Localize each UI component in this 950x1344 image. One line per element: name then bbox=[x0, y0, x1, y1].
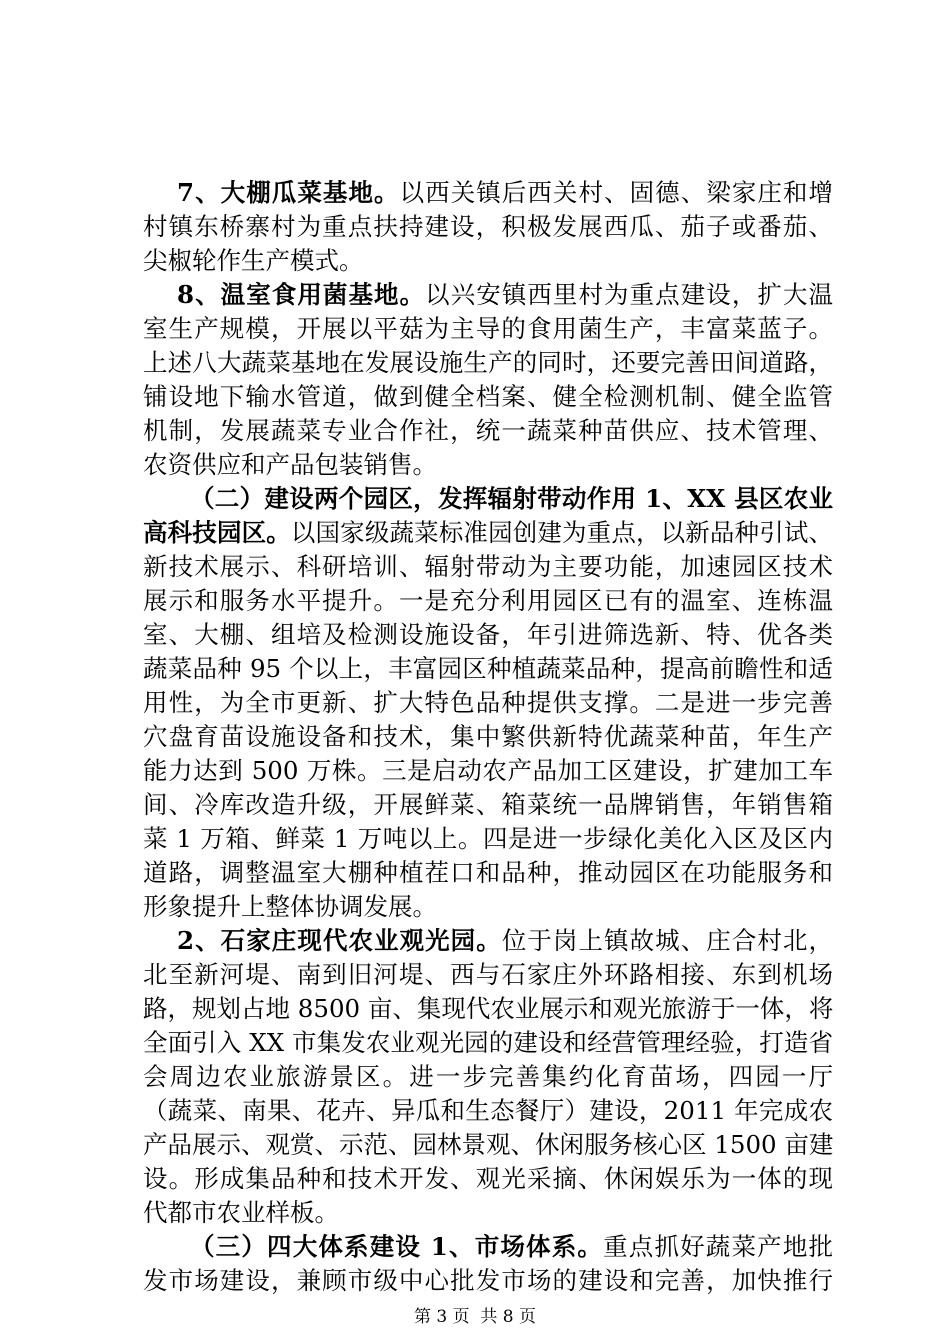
body-run: 设。形成集品种和技术开发、观光采摘、休闲娱乐为一体的现 bbox=[143, 1164, 833, 1193]
text-line bbox=[177, 278, 833, 312]
body-run: 上述八大蔬菜基地在发展设施生产的同时，还要完善田间道路， bbox=[143, 348, 833, 377]
text-line bbox=[143, 210, 833, 244]
body-run: 代都市农业样板。 bbox=[143, 1198, 339, 1227]
body-run: 展示和服务水平提升。一是充分利用园区已有的温室、连栋温 bbox=[143, 586, 833, 615]
body-run: 产品展示、观赏、示范、园林景观、休闲服务核心区 1500 亩建 bbox=[143, 1130, 834, 1159]
body-run: 重点抓好蔬菜产地批 bbox=[603, 1232, 834, 1261]
body-run: 形象提升上整体协调发展。 bbox=[143, 892, 437, 921]
text-line bbox=[143, 686, 833, 720]
body-run: 能力达到 500 万株。三是启动农产品加工区建设，扩建加工车 bbox=[143, 756, 833, 785]
text-line bbox=[143, 754, 833, 788]
text-line bbox=[143, 618, 833, 652]
text-line bbox=[143, 890, 833, 924]
text-line bbox=[190, 1230, 833, 1264]
body-run: 间、冷库改造升级，开展鲜菜、箱菜统一品牌销售，年销售箱 bbox=[143, 790, 833, 819]
heading-run: （三）四大体系建设 1、市场体系。 bbox=[190, 1232, 604, 1261]
body-run: 全面引入 XX 市集发农业观光园的建设和经营管理经验，打造省 bbox=[143, 1028, 833, 1057]
text-line bbox=[143, 1026, 833, 1060]
body-run: 室、大棚、组培及检测设施设备，年引进筛选新、特、优各类 bbox=[143, 620, 833, 649]
body-run: 蔬菜品种 95 个以上，丰富园区种植蔬菜品种，提高前瞻性和适 bbox=[143, 654, 833, 683]
text-line bbox=[143, 516, 833, 550]
heading-run: 8、温室食用菌基地。 bbox=[177, 280, 426, 309]
heading-run: 2、石家庄现代农业观光园。 bbox=[177, 926, 502, 955]
text-line bbox=[143, 312, 833, 346]
body-run: 机制，发展蔬菜专业合作社，统一蔬菜种苗供应、技术管理、 bbox=[143, 416, 833, 445]
body-run: 以国家级蔬菜标准园创建为重点，以新品种引试、 bbox=[290, 518, 833, 547]
text-line bbox=[177, 924, 833, 958]
body-run: 路，规划占地 8500 亩、集现代农业展示和观光旅游于一体，将 bbox=[143, 994, 834, 1023]
body-run: 新技术展示、科研培训、辐射带动为主要功能，加速园区技术 bbox=[143, 552, 833, 581]
text-line bbox=[177, 176, 833, 210]
body-run: 用性，为全市更新、扩大特色品种提供支撑。二是进一步完善 bbox=[143, 688, 833, 717]
body-run: 道路，调整温室大棚种植茬口和品种，推动园区在功能服务和 bbox=[143, 858, 833, 887]
text-line bbox=[143, 584, 833, 618]
heading-run: 高科技园区。 bbox=[143, 518, 291, 547]
text-line bbox=[143, 822, 833, 856]
text-line bbox=[143, 346, 833, 380]
body-run: 铺设地下输水管道，做到健全档案、健全检测机制、健全监管 bbox=[143, 382, 833, 411]
text-line bbox=[143, 788, 833, 822]
heading-run: 7、大棚瓜菜基地。 bbox=[177, 178, 400, 207]
body-run: 发市场建设，兼顾市级中心批发市场的建设和完善，加快推行 bbox=[143, 1266, 833, 1295]
text-line bbox=[143, 720, 833, 754]
text-line bbox=[143, 992, 833, 1026]
body-run: 以兴安镇西里村为重点建设，扩大温 bbox=[425, 280, 834, 309]
text-line bbox=[143, 652, 833, 686]
body-run: 北至新河堤、南到旧河堤、西与石家庄外环路相接、东到机场 bbox=[143, 960, 833, 989]
text-line bbox=[143, 958, 833, 992]
body-run: 位于岗上镇故城、庄合村北， bbox=[501, 926, 834, 955]
body-run: 菜 1 万箱、鲜菜 1 万吨以上。四是进一步绿化美化入区及区内 bbox=[143, 824, 833, 853]
body-run: 农资供应和产品包装销售。 bbox=[143, 450, 437, 479]
text-line bbox=[143, 448, 833, 482]
text-line bbox=[143, 1060, 833, 1094]
text-line bbox=[143, 1162, 833, 1196]
text-line bbox=[143, 380, 833, 414]
page-footer: 第 3 页 共 8 页 bbox=[413, 1307, 537, 1327]
text-line bbox=[190, 482, 833, 516]
text-line bbox=[143, 414, 833, 448]
body-run: 以西关镇后西关村、固德、梁家庄和增 bbox=[399, 178, 834, 207]
text-line bbox=[143, 1128, 833, 1162]
text-line bbox=[143, 244, 833, 278]
body-run: （蔬菜、南果、花卉、异瓜和生态餐厅）建设，2011 年完成农 bbox=[143, 1096, 833, 1125]
text-line bbox=[143, 1264, 833, 1298]
body-run: 尖椒轮作生产模式。 bbox=[143, 246, 364, 275]
text-line bbox=[143, 550, 833, 584]
body-run: 村镇东桥寨村为重点扶持建设，积极发展西瓜、茄子或番茄、 bbox=[143, 212, 833, 241]
heading-run: （二）建设两个园区，发挥辐射带动作用 1、XX 县区农业 bbox=[190, 484, 833, 513]
body-run: 会周边农业旅游景区。进一步完善集约化育苗场，四园一厅 bbox=[143, 1062, 833, 1091]
body-run: 穴盘育苗设施设备和技术，集中繁供新特优蔬菜种苗，年生产 bbox=[143, 722, 833, 751]
text-line bbox=[143, 856, 833, 890]
text-line bbox=[143, 1094, 833, 1128]
body-run: 室生产规模，开展以平菇为主导的食用菌生产，丰富菜蓝子。 bbox=[143, 314, 833, 343]
text-line bbox=[143, 1196, 833, 1230]
